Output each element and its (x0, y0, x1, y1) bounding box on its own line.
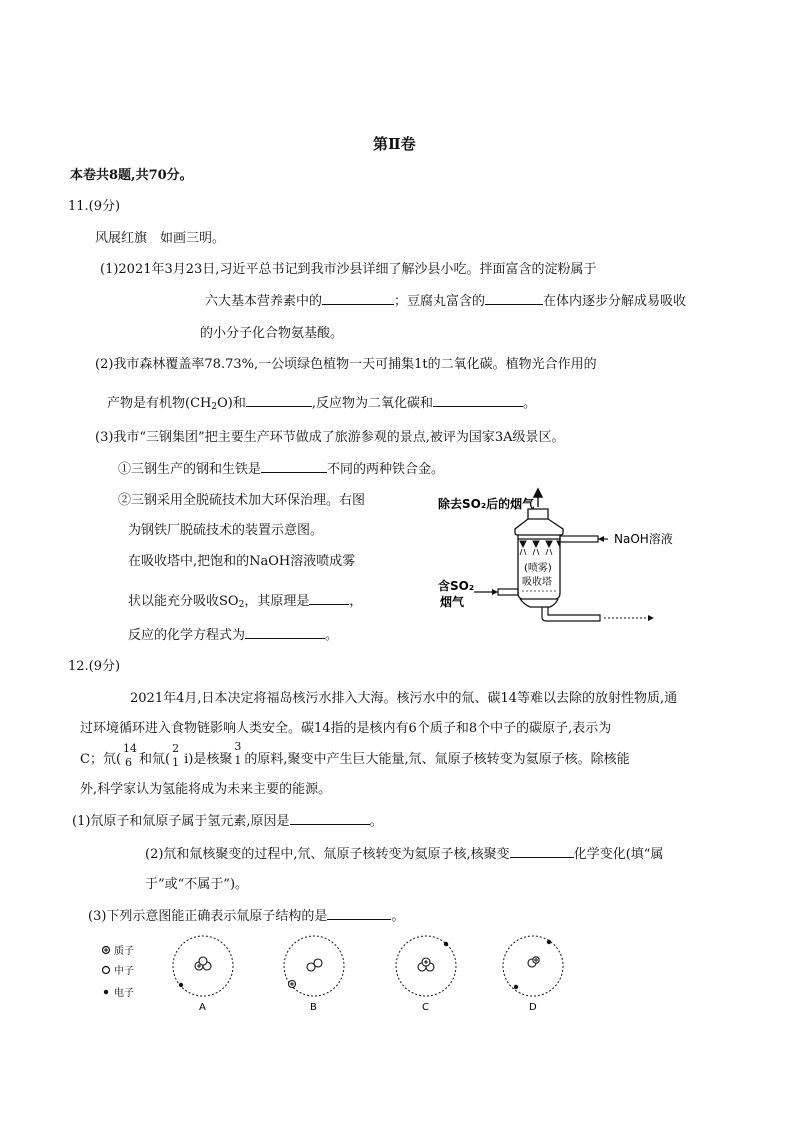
atom-option-b[interactable] (284, 936, 344, 1013)
q11-part3-item2-line5 (128, 624, 338, 643)
spray-nozzles (520, 541, 560, 547)
q11-part3-text-principle-a: 状以能充分吸收SO (128, 594, 239, 609)
inlet-gas-label-1: 含SO₂ (438, 579, 475, 593)
gas-inlet-pipe (498, 589, 518, 595)
atom-option-b-label: B (310, 1002, 317, 1013)
spray-mist (520, 549, 552, 555)
carbon14-atomic: 6 (125, 756, 133, 769)
q11-part2-line2 (107, 392, 536, 412)
atom-option-a-label: A (199, 1002, 206, 1013)
q11-part2-line1: (2)我市森林覆盖率78.73%,一公顷绿色植物一天可捕集1t的二氧化碳。植物光合作用的 (95, 357, 597, 372)
q11-part3-item2-line3: 在吸收塔中,把饱和的NaOH溶液喷成雾 (128, 554, 356, 569)
q11-part1-text-a: 六大基本营养素中的 (205, 294, 323, 309)
answer-blank-chemical-change[interactable] (510, 845, 574, 858)
q12-part3 (88, 905, 404, 924)
drain-arrow-head (648, 615, 654, 621)
q12-text-fusion: 的原料,聚变中产生巨大能量,氘、氚原子核转变为氦原子核。除核能 (244, 752, 630, 767)
q11-part1-line3: 的小分子化合物氨基酸。 (200, 326, 344, 341)
atom-option-c[interactable] (396, 936, 456, 1013)
q11-part3-text-principle-c: ， (349, 594, 363, 609)
tritium-atomic: 1 (234, 754, 242, 767)
q12-part3-text-a: (3)下列示意图能正确表示氚原子结构的是 (88, 909, 328, 924)
q11-part1-text-b: ；豆腐丸富含的 (394, 294, 486, 309)
deuterium-atomic: 1 (172, 756, 180, 769)
q11-part1-line1: (1)2021年3月23日,习近平总书记到我市沙县详细了解沙县小吃。拌面富含的淀粉属于 (100, 262, 597, 277)
deuterium-notation (170, 742, 184, 772)
atom-option-c-label: C (422, 1002, 429, 1013)
carbon14-notation (121, 742, 139, 772)
drain-pipe (542, 607, 600, 621)
answer-blank-tofu-nutrient[interactable] (485, 292, 543, 305)
q12-text-carbon: C；氘( (80, 752, 122, 767)
q11-part3-text-equation-a: 反应的化学方程式为 (128, 628, 246, 643)
q11-part3-item2-line1: ②三钢采用全脱硫技术加大环保治理。右图 (118, 493, 366, 508)
carbon14-mass: 14 (123, 742, 138, 755)
q12-part3-text-b: 。 (391, 909, 405, 924)
naoh-solution-label: NaOH溶液 (614, 532, 673, 546)
q12-part2-text-b: 化学变化(填“属 (573, 847, 664, 862)
q11-part2-subscript: 2 (211, 402, 218, 412)
q11-part3-text-equation-b: 。 (325, 628, 339, 643)
outlet-gas-label: 除去SO₂后的烟气 (438, 497, 535, 511)
legend (103, 944, 135, 999)
tower-body (515, 519, 563, 535)
deuterium-mass: 2 (172, 742, 180, 755)
q11-part3-subscript: 2 (238, 600, 245, 610)
atom-option-d[interactable] (503, 936, 563, 1013)
electron-legend-icon (104, 990, 108, 994)
legend-electron-label: 电子 (114, 988, 134, 999)
q12-part1-text-b: 。 (369, 814, 383, 829)
answer-blank-equation[interactable] (245, 626, 325, 639)
answer-blank-nutrient[interactable] (322, 292, 394, 305)
tritium-mass: 3 (234, 740, 242, 753)
q11-part2-text-c: ,反应物为二氧化碳和 (311, 396, 433, 411)
q11-part3-line1: (3)我市“三钢集团”把主要生产环节做成了旅游参观的景点,被评为国家3A级景区。 (95, 430, 565, 445)
answer-blank-atom-structure[interactable] (327, 907, 391, 920)
q11-part3-item1-text-b: 不同的两种铁合金。 (327, 462, 445, 477)
atom-structure-diagrams (96, 930, 576, 1020)
naoh-arrow-head (598, 536, 604, 542)
answer-blank-principle[interactable] (309, 592, 349, 605)
atom-option-a[interactable] (173, 936, 233, 1013)
q11-part3-item1-text-a: ①三钢生产的钢和生铁是 (118, 462, 262, 477)
atom-option-d-label: D (529, 1002, 537, 1013)
q11-part3-text-principle-b: ，其原理是 (244, 594, 310, 609)
gas-inlet-arrow-head (492, 589, 498, 595)
q12-para-line3 (80, 742, 630, 776)
q11-part2-text-d: 。 (522, 396, 536, 411)
legend-proton-label: 质子 (114, 946, 134, 957)
q12-number: 12.(9分) (68, 659, 121, 674)
naoh-inlet-pipe (560, 536, 598, 542)
q12-para-line2: 过环境循环进入食物链影响人类安全。碳14指的是核内有6个质子和8个中子的碳原子,表示为 (80, 721, 612, 736)
absorption-tower-diagram (430, 483, 700, 643)
q11-part3-item2-line4 (128, 590, 362, 610)
page-title: 第Ⅱ卷 (373, 135, 416, 153)
absorption-tower-label: 吸收塔 (522, 577, 552, 588)
q12-text-tritium: i)是核聚 (184, 752, 233, 767)
answer-blank-reactant[interactable] (433, 394, 523, 407)
q12-para-line1: 2021年4月,日本决定将福岛核污水排入大海。核污水中的氚、碳14等难以去除的放射性物质,通 (130, 691, 678, 706)
answer-blank-product[interactable] (246, 394, 312, 407)
section-intro: 本卷共8题,共70分。 (70, 168, 193, 183)
q12-part1-text-a: (1)氘原子和氚原子属于氢元素,原因是 (72, 814, 290, 829)
q12-part2-line1 (145, 843, 663, 862)
neutron-legend-icon (103, 967, 110, 974)
q11-number: 11.(9分) (68, 199, 121, 214)
q11-part3-item2-line2: 为钢铁厂脱硫技术的装置示意图。 (128, 523, 324, 538)
inlet-gas-label-2: 烟气 (440, 595, 465, 609)
tritium-notation (232, 742, 244, 772)
spray-label: (喷雾) (524, 563, 552, 574)
legend-neutron-label: 中子 (114, 966, 134, 977)
q11-part2-text-b: O)和 (217, 396, 246, 411)
q12-part1 (72, 810, 383, 829)
q12-text-deuterium: 和氚( (139, 752, 171, 767)
q11-part3-item1 (118, 458, 444, 477)
answer-blank-steel-difference[interactable] (261, 460, 327, 473)
flue-gas-outlet-arrow (534, 489, 542, 507)
q12-para-line4: 外,科学家认为氢能将成为未来主要的能源。 (80, 782, 332, 797)
q11-theme: 风展红旗 如画三明。 (95, 231, 226, 246)
q11-part1-text-c: 在体内逐步分解成易吸收 (543, 294, 687, 309)
q12-part2-text-a: (2)氘和氚核聚变的过程中,氘、氚原子核转变为氦原子核,核聚变 (145, 847, 510, 862)
q11-part2-text-a: 产物是有机物(CH (107, 396, 212, 411)
q12-part2-line2: 于”或“不属于”)。 (145, 877, 249, 892)
answer-blank-element-reason[interactable] (290, 812, 370, 825)
tower-bottom (520, 599, 558, 607)
q11-part1-line2 (205, 290, 686, 309)
